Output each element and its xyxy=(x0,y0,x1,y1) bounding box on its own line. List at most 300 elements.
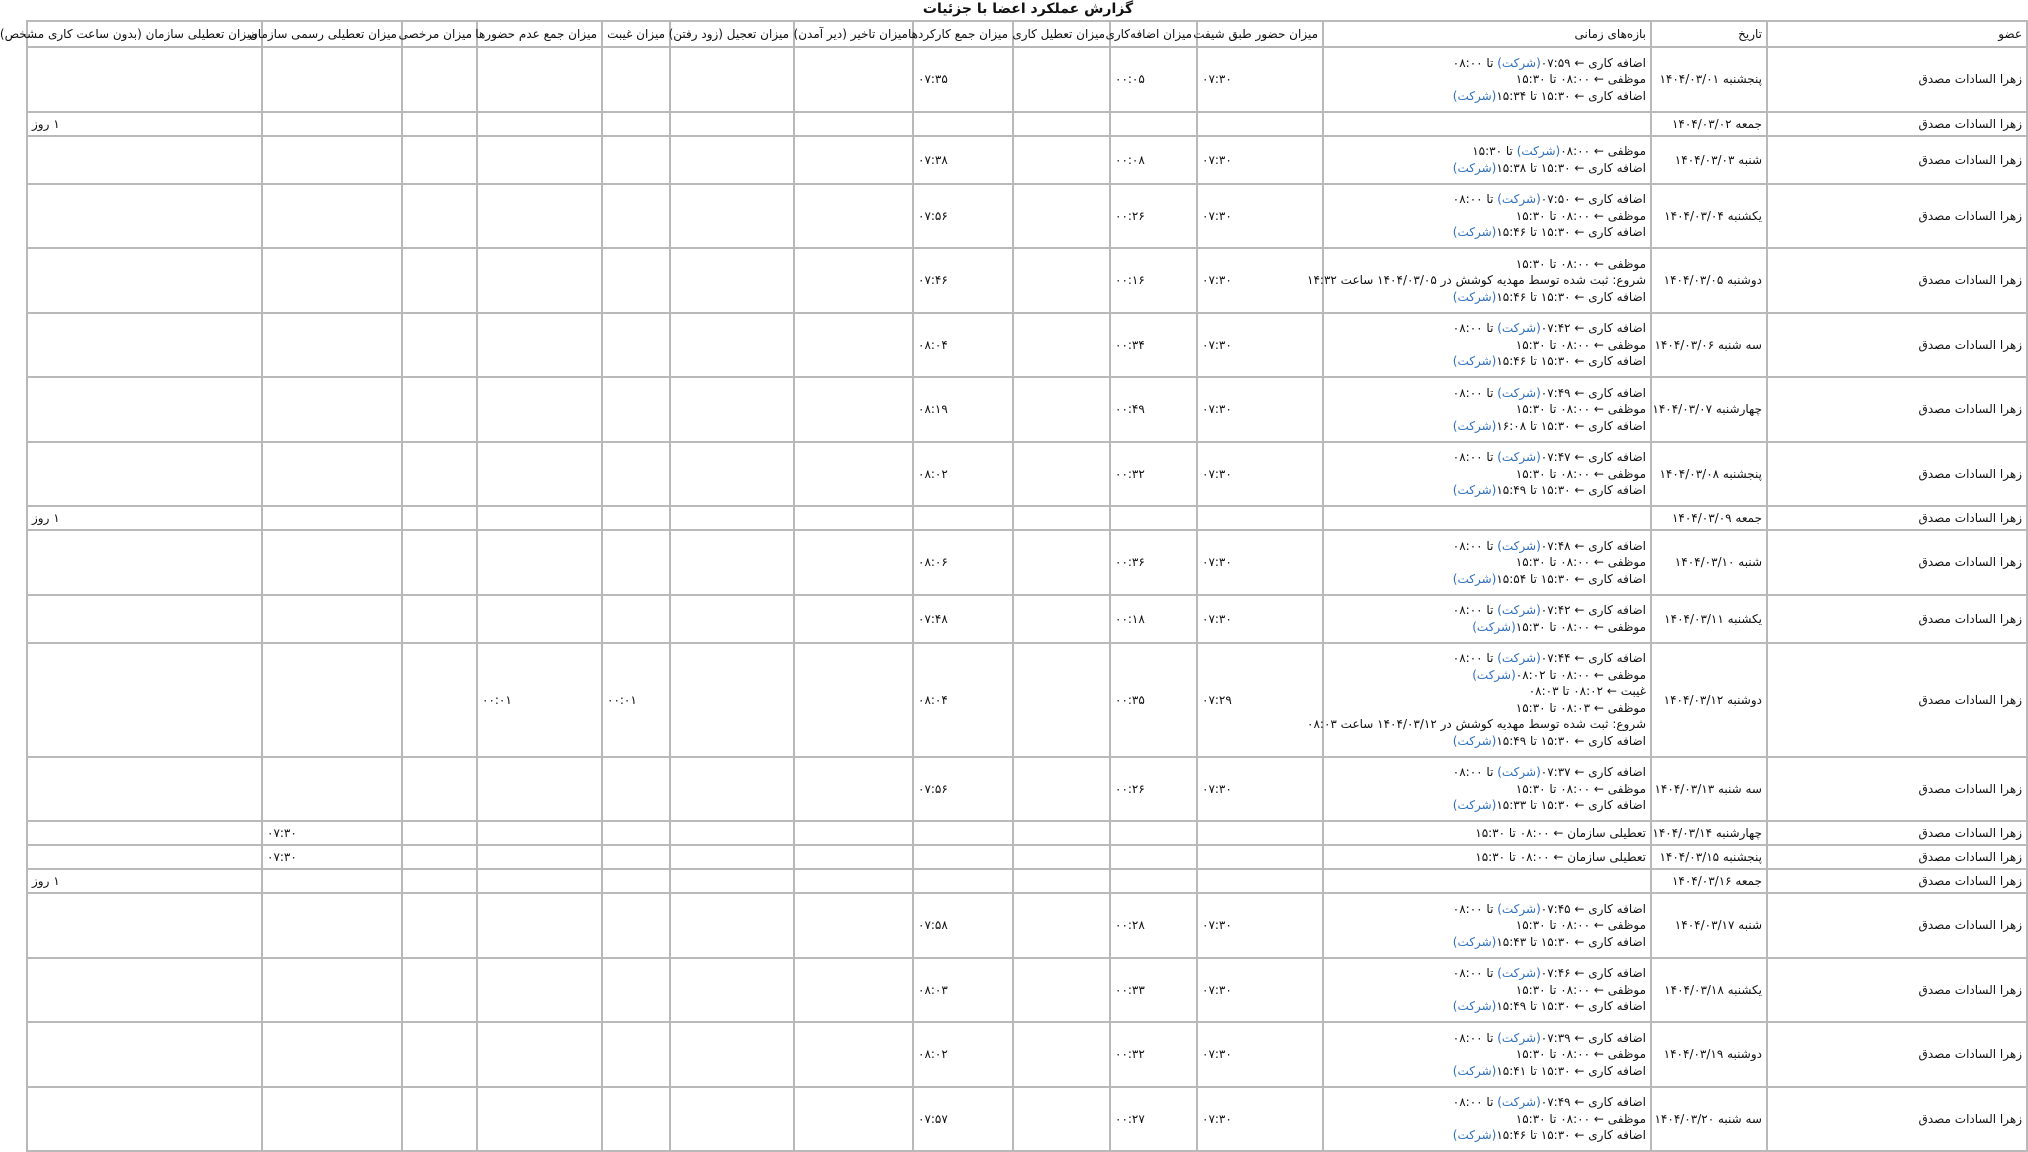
interval-text: موظفی ← ۰۸:۰۰ تا ۱۵:۳۰ xyxy=(1515,1111,1646,1126)
holiday-work-cell xyxy=(1013,136,1110,184)
interval-text: اضافه کاری ← ۱۵:۳۰ تا ۱۵:۴۹ xyxy=(1496,483,1646,497)
holiday-work-cell xyxy=(1013,1022,1110,1087)
interval-text-end: تا ۰۸:۰۰ xyxy=(1452,1095,1498,1109)
table-row xyxy=(27,112,2027,136)
ranges-cell xyxy=(1323,821,1651,845)
interval-line xyxy=(1328,825,1646,842)
overtime-cell: ۰۰:۱۸ xyxy=(1110,595,1197,643)
leave-cell xyxy=(402,1022,477,1087)
company-link[interactable]: (شرکت) xyxy=(1516,144,1561,158)
interval-text: تعطیلی سازمان ← ۰۸:۰۰ تا ۱۵:۳۰ xyxy=(1475,825,1646,840)
leave-cell xyxy=(402,595,477,643)
total-work-cell: ۰۷:۳۸ xyxy=(913,136,1013,184)
official-holiday-cell xyxy=(262,757,402,822)
total-work-cell: ۰۷:۵۸ xyxy=(913,893,1013,958)
ranges-cell xyxy=(1323,757,1651,822)
interval-line xyxy=(1328,982,1646,999)
company-link[interactable]: (شرکت) xyxy=(1497,385,1541,400)
date-cell: پنجشنبه ۱۴۰۴/۰۳/۰۱ xyxy=(1651,47,1767,112)
member-cell: زهرا السادات مصدق xyxy=(1767,47,2027,112)
overtime-cell: ۰۰:۴۹ xyxy=(1110,377,1197,442)
table-row xyxy=(27,506,2027,530)
column-header-total-absence: میزان جمع عدم حضورها xyxy=(477,21,602,47)
total-work-cell: ۰۸:۰۴ xyxy=(913,313,1013,378)
report-body xyxy=(27,47,2027,1151)
official-holiday-cell xyxy=(262,136,402,184)
date-cell: یکشنبه ۱۴۰۴/۰۳/۱۸ xyxy=(1651,958,1767,1023)
member-cell: زهرا السادات مصدق xyxy=(1767,313,2027,378)
interval-line xyxy=(1328,571,1646,588)
shift-cell xyxy=(1197,869,1323,893)
shift-cell: ۰۷:۳۰ xyxy=(1197,958,1323,1023)
interval-line xyxy=(1328,901,1646,918)
company-link[interactable]: (شرکت) xyxy=(1452,571,1497,586)
interval-line xyxy=(1328,88,1646,105)
date-cell: چهارشنبه ۱۴۰۴/۰۳/۱۴ xyxy=(1651,821,1767,845)
ranges-cell xyxy=(1323,506,1651,530)
holiday-work-cell xyxy=(1013,112,1110,136)
company-link[interactable]: (شرکت) xyxy=(1497,450,1541,464)
official-holiday-cell xyxy=(262,1087,402,1152)
total-absence-cell xyxy=(477,530,602,595)
org-holiday-cell xyxy=(27,643,262,757)
date-cell: یکشنبه ۱۴۰۴/۰۳/۱۱ xyxy=(1651,595,1767,643)
company-link[interactable]: (شرکت) xyxy=(1452,418,1497,433)
interval-line xyxy=(1328,683,1646,700)
company-link[interactable]: (شرکت) xyxy=(1452,354,1497,368)
interval-line xyxy=(1328,55,1646,72)
interval-text: اضافه کاری ← ۰۷:۵۹ xyxy=(1540,55,1646,70)
total-work-cell xyxy=(913,869,1013,893)
header-row xyxy=(27,21,2027,47)
date-cell: سه شنبه ۱۴۰۴/۰۳/۰۶ xyxy=(1651,313,1767,378)
late-cell xyxy=(794,893,913,958)
table-row xyxy=(27,47,2027,112)
official-holiday-cell xyxy=(262,958,402,1023)
member-cell: زهرا السادات مصدق xyxy=(1767,112,2027,136)
holiday-work-cell xyxy=(1013,248,1110,313)
early-cell xyxy=(670,757,794,822)
company-link[interactable]: (شرکت) xyxy=(1497,901,1541,916)
company-link[interactable]: (شرکت) xyxy=(1497,651,1541,665)
leave-cell xyxy=(402,248,477,313)
interval-text: شروع: ثبت شده توسط مهدیه کوشش در ۱۴۰۴/۰۳/۰۵ ساعت ۱۴:۳۲ xyxy=(1307,273,1646,287)
interval-text: اضافه کاری ← ۰۷:۳۹ xyxy=(1540,1030,1646,1045)
late-cell xyxy=(794,595,913,643)
company-link[interactable]: (شرکت) xyxy=(1452,289,1497,304)
absence-cell xyxy=(602,958,670,1023)
interval-text: شروع: ثبت شده توسط مهدیه کوشش در ۱۴۰۴/۰۳/۱۲ ساعت ۰۸:۰۳ xyxy=(1307,717,1646,731)
table-row xyxy=(27,893,2027,958)
absence-cell xyxy=(602,845,670,869)
total-work-cell: ۰۸:۱۹ xyxy=(913,377,1013,442)
holiday-work-cell xyxy=(1013,442,1110,507)
interval-text: اضافه کاری ← ۰۷:۴۴ xyxy=(1540,651,1646,665)
interval-text: اضافه کاری ← ۰۷:۵۰ xyxy=(1540,192,1646,206)
org-holiday-cell xyxy=(27,530,262,595)
total-work-cell: ۰۷:۴۸ xyxy=(913,595,1013,643)
member-cell: زهرا السادات مصدق xyxy=(1767,248,2027,313)
total-absence-cell xyxy=(477,958,602,1023)
report-table xyxy=(0,20,2028,1152)
leave-cell xyxy=(402,845,477,869)
shift-cell: ۰۷:۳۰ xyxy=(1197,595,1323,643)
interval-line xyxy=(1328,650,1646,667)
date-cell: پنجشنبه ۱۴۰۴/۰۳/۰۸ xyxy=(1651,442,1767,507)
leave-cell xyxy=(402,184,477,249)
total-absence-cell xyxy=(477,506,602,530)
early-cell xyxy=(670,958,794,1023)
interval-line xyxy=(1328,1030,1646,1047)
total-work-cell: ۰۸:۰۶ xyxy=(913,530,1013,595)
total-absence-cell xyxy=(477,869,602,893)
date-cell: شنبه ۱۴۰۴/۰۳/۱۰ xyxy=(1651,530,1767,595)
interval-text: اضافه کاری ← ۱۵:۳۰ تا ۱۵:۴۳ xyxy=(1496,934,1646,949)
company-link[interactable]: (شرکت) xyxy=(1452,798,1497,812)
shift-cell xyxy=(1197,821,1323,845)
interval-line xyxy=(1328,781,1646,798)
interval-line xyxy=(1328,667,1646,684)
date-cell: جمعه ۱۴۰۴/۰۳/۱۶ xyxy=(1651,869,1767,893)
company-link[interactable]: (شرکت) xyxy=(1497,966,1541,980)
early-cell xyxy=(670,313,794,378)
absence-cell: ۰۰:۰۱ xyxy=(602,643,670,757)
overtime-cell xyxy=(1110,112,1197,136)
late-cell xyxy=(794,136,913,184)
overtime-cell: ۰۰:۳۳ xyxy=(1110,958,1197,1023)
shift-cell xyxy=(1197,845,1323,869)
overtime-cell: ۰۰:۲۷ xyxy=(1110,1087,1197,1152)
leave-cell xyxy=(402,1087,477,1152)
member-cell: زهرا السادات مصدق xyxy=(1767,757,2027,822)
official-holiday-cell xyxy=(262,313,402,378)
holiday-work-cell xyxy=(1013,845,1110,869)
shift-cell: ۰۷:۳۰ xyxy=(1197,47,1323,112)
interval-text: تعطیلی سازمان ← ۰۸:۰۰ تا ۱۵:۳۰ xyxy=(1475,849,1646,864)
interval-line xyxy=(1328,602,1646,619)
table-row xyxy=(27,136,2027,184)
interval-text: اضافه کاری ← ۱۵:۳۰ تا ۱۵:۴۹ xyxy=(1496,999,1646,1013)
company-link[interactable]: (شرکت) xyxy=(1452,160,1497,175)
org-holiday-cell xyxy=(27,821,262,845)
table-row xyxy=(27,442,2027,507)
company-link[interactable]: (شرکت) xyxy=(1497,538,1541,553)
overtime-cell: ۰۰:۳۴ xyxy=(1110,313,1197,378)
absence-cell xyxy=(602,595,670,643)
interval-line xyxy=(1328,449,1646,466)
early-cell xyxy=(670,442,794,507)
company-link[interactable]: (شرکت) xyxy=(1452,88,1497,103)
overtime-cell: ۰۰:۲۸ xyxy=(1110,893,1197,958)
org-holiday-cell: ۱ روز xyxy=(27,112,262,136)
interval-text: موظفی ← ۰۸:۰۰ تا ۱۵:۳۰ xyxy=(1515,466,1646,481)
official-holiday-cell xyxy=(262,47,402,112)
holiday-work-cell xyxy=(1013,869,1110,893)
late-cell xyxy=(794,869,913,893)
holiday-work-cell xyxy=(1013,958,1110,1023)
total-absence-cell xyxy=(477,893,602,958)
leave-cell xyxy=(402,112,477,136)
late-cell xyxy=(794,313,913,378)
ranges-cell xyxy=(1323,377,1651,442)
absence-cell xyxy=(602,248,670,313)
late-cell xyxy=(794,112,913,136)
holiday-work-cell xyxy=(1013,47,1110,112)
company-link[interactable]: (شرکت) xyxy=(1452,934,1497,949)
interval-line xyxy=(1328,965,1646,982)
interval-text: موظفی ← ۰۸:۰۰ تا ۱۵:۳۰ xyxy=(1515,918,1646,932)
late-cell xyxy=(794,377,913,442)
interval-line xyxy=(1328,733,1646,750)
early-cell xyxy=(670,47,794,112)
date-cell: سه شنبه ۱۴۰۴/۰۳/۱۳ xyxy=(1651,757,1767,822)
company-link[interactable]: (شرکت) xyxy=(1452,733,1497,748)
ranges-cell xyxy=(1323,595,1651,643)
ranges-cell xyxy=(1307,643,1651,757)
total-absence-cell xyxy=(477,1087,602,1152)
late-cell xyxy=(794,530,913,595)
early-cell xyxy=(670,821,794,845)
absence-cell xyxy=(602,821,670,845)
interval-text: اضافه کاری ← ۱۵:۳۰ تا ۱۵:۵۴ xyxy=(1496,571,1646,586)
official-holiday-cell xyxy=(262,893,402,958)
interval-text: موظفی ← ۰۸:۰۰ تا ۱۵:۳۰ xyxy=(1515,982,1646,997)
table-row xyxy=(27,643,2027,757)
shift-cell: ۰۷:۲۹ xyxy=(1197,643,1323,757)
overtime-cell xyxy=(1110,821,1197,845)
late-cell xyxy=(794,184,913,249)
ranges-cell xyxy=(1323,869,1651,893)
early-cell xyxy=(670,112,794,136)
interval-text-end: تا ۰۸:۰۰ xyxy=(1452,450,1498,464)
shift-cell: ۰۷:۳۰ xyxy=(1197,313,1323,378)
org-holiday-cell xyxy=(27,1022,262,1087)
date-cell: سه شنبه ۱۴۰۴/۰۳/۲۰ xyxy=(1651,1087,1767,1152)
interval-line xyxy=(1328,337,1646,354)
interval-text: اضافه کاری ← ۰۷:۴۵ xyxy=(1540,901,1646,916)
holiday-work-cell xyxy=(1013,506,1110,530)
company-link[interactable]: (شرکت) xyxy=(1497,192,1541,206)
interval-line xyxy=(1328,353,1646,370)
shift-cell: ۰۷:۳۰ xyxy=(1197,248,1323,313)
overtime-cell: ۰۰:۰۸ xyxy=(1110,136,1197,184)
total-absence-cell xyxy=(477,757,602,822)
ranges-cell xyxy=(1323,112,1651,136)
total-work-cell: ۰۸:۰۲ xyxy=(913,1022,1013,1087)
interval-text-end: تا ۱۵:۳۰ xyxy=(1472,144,1517,158)
company-link[interactable]: (شرکت) xyxy=(1497,603,1541,617)
interval-text: موظفی ← ۰۸:۰۰ تا ۱۵:۳۰ xyxy=(1515,208,1646,223)
interval-line xyxy=(1328,385,1646,402)
interval-text: موظفی ← ۰۸:۰۳ تا ۱۵:۳۰ xyxy=(1515,700,1646,715)
absence-cell xyxy=(602,136,670,184)
early-cell xyxy=(670,869,794,893)
interval-line xyxy=(1328,289,1646,306)
absence-cell xyxy=(602,530,670,595)
overtime-cell: ۰۰:۳۶ xyxy=(1110,530,1197,595)
late-cell xyxy=(794,1022,913,1087)
total-absence-cell xyxy=(477,595,602,643)
date-cell: شنبه ۱۴۰۴/۰۳/۱۷ xyxy=(1651,893,1767,958)
interval-line xyxy=(1328,538,1646,555)
holiday-work-cell xyxy=(1013,757,1110,822)
early-cell xyxy=(670,1022,794,1087)
interval-text-end: تا ۰۸:۰۰ xyxy=(1452,538,1498,553)
official-holiday-cell xyxy=(262,595,402,643)
early-cell xyxy=(670,643,794,757)
table-row xyxy=(27,377,2027,442)
org-holiday-cell xyxy=(27,893,262,958)
interval-line xyxy=(1328,619,1646,636)
overtime-cell xyxy=(1110,506,1197,530)
early-cell xyxy=(670,595,794,643)
holiday-work-cell xyxy=(1013,643,1110,757)
company-link[interactable]: (شرکت) xyxy=(1497,1030,1541,1045)
absence-cell xyxy=(602,757,670,822)
column-header-org-holiday: میزان تعطیلی سازمان (بدون ساعت کاری مشخص) xyxy=(27,21,262,47)
total-work-cell: ۰۷:۳۵ xyxy=(913,47,1013,112)
ranges-cell xyxy=(1323,845,1651,869)
company-link[interactable]: (شرکت) xyxy=(1497,1095,1541,1109)
member-cell: زهرا السادات مصدق xyxy=(1767,1022,2027,1087)
org-holiday-cell xyxy=(27,442,262,507)
shift-cell: ۰۷:۳۰ xyxy=(1197,442,1323,507)
interval-text-end: تا ۰۸:۰۰ xyxy=(1452,651,1498,665)
company-link[interactable]: (شرکت) xyxy=(1452,1128,1497,1142)
interval-line xyxy=(1328,1094,1646,1111)
org-holiday-cell: ۱ روز xyxy=(27,869,262,893)
ranges-cell xyxy=(1323,184,1651,249)
absence-cell xyxy=(602,112,670,136)
early-cell xyxy=(670,1087,794,1152)
org-holiday-cell xyxy=(27,757,262,822)
leave-cell xyxy=(402,958,477,1023)
interval-text: اضافه کاری ← ۰۷:۴۶ xyxy=(1540,966,1646,980)
company-link[interactable]: (شرکت) xyxy=(1452,483,1497,497)
late-cell xyxy=(794,958,913,1023)
column-header-overtime: میزان اضافه‌کاری xyxy=(1110,21,1197,47)
org-holiday-cell xyxy=(27,845,262,869)
total-work-cell: ۰۷:۵۶ xyxy=(913,757,1013,822)
member-cell: زهرا السادات مصدق xyxy=(1767,530,2027,595)
company-link[interactable]: (شرکت) xyxy=(1452,999,1497,1013)
company-link[interactable]: (شرکت) xyxy=(1472,619,1516,634)
interval-text: اضافه کاری ← ۱۵:۳۰ تا ۱۵:۴۶ xyxy=(1496,225,1646,239)
holiday-work-cell xyxy=(1013,595,1110,643)
official-holiday-cell xyxy=(262,248,402,313)
total-absence-cell: ۰۰:۰۱ xyxy=(477,643,602,757)
company-link[interactable]: (شرکت) xyxy=(1452,1063,1497,1078)
interval-text: اضافه کاری ← ۱۵:۳۰ تا ۱۶:۰۸ xyxy=(1496,418,1646,433)
member-cell: زهرا السادات مصدق xyxy=(1767,184,2027,249)
shift-cell: ۰۷:۳۰ xyxy=(1197,1087,1323,1152)
interval-text-end: تا ۰۸:۰۰ xyxy=(1452,55,1498,70)
late-cell xyxy=(794,1087,913,1152)
interval-line xyxy=(1328,418,1646,435)
interval-text-end: تا ۰۸:۰۰ xyxy=(1452,321,1498,335)
ranges-cell xyxy=(1323,136,1651,184)
late-cell xyxy=(794,643,913,757)
ranges-cell xyxy=(1323,1022,1651,1087)
table-row xyxy=(27,845,2027,869)
interval-line xyxy=(1328,71,1646,88)
member-cell: زهرا السادات مصدق xyxy=(1767,442,2027,507)
interval-line xyxy=(1328,1063,1646,1080)
interval-line xyxy=(1328,1127,1646,1144)
shift-cell xyxy=(1197,112,1323,136)
date-cell: دوشنبه ۱۴۰۴/۰۳/۱۲ xyxy=(1651,643,1767,757)
total-work-cell: ۰۸:۰۲ xyxy=(913,442,1013,507)
company-link[interactable]: (شرکت) xyxy=(1472,667,1516,682)
ranges-cell xyxy=(1307,248,1651,313)
member-cell: زهرا السادات مصدق xyxy=(1767,643,2027,757)
overtime-cell: ۰۰:۰۵ xyxy=(1110,47,1197,112)
table-row xyxy=(27,757,2027,822)
total-absence-cell xyxy=(477,821,602,845)
shift-cell: ۰۷:۳۰ xyxy=(1197,893,1323,958)
company-link[interactable]: (شرکت) xyxy=(1497,765,1541,779)
interval-text: اضافه کاری ← ۰۷:۴۲ xyxy=(1540,603,1646,617)
absence-cell xyxy=(602,184,670,249)
absence-cell xyxy=(602,442,670,507)
overtime-cell: ۰۰:۳۲ xyxy=(1110,1022,1197,1087)
interval-line xyxy=(1328,401,1646,418)
shift-cell: ۰۷:۳۰ xyxy=(1197,184,1323,249)
table-row xyxy=(27,1022,2027,1087)
interval-text-end: تا ۰۸:۰۰ xyxy=(1452,603,1498,617)
ranges-cell xyxy=(1323,47,1651,112)
leave-cell xyxy=(402,893,477,958)
interval-text: موظفی ← ۰۸:۰۰ تا ۱۵:۳۰ xyxy=(1515,256,1646,271)
member-cell: زهرا السادات مصدق xyxy=(1767,821,2027,845)
overtime-cell: ۰۰:۳۵ xyxy=(1110,643,1197,757)
interval-line xyxy=(1328,554,1646,571)
official-holiday-cell xyxy=(262,184,402,249)
overtime-cell: ۰۰:۲۶ xyxy=(1110,757,1197,822)
interval-text: موظفی ← ۰۸:۰۰ تا ۱۵:۳۰ xyxy=(1515,555,1646,569)
holiday-work-cell xyxy=(1013,530,1110,595)
total-work-cell: ۰۷:۵۷ xyxy=(913,1087,1013,1152)
interval-text: موظفی ← ۰۸:۰۰ تا ۰۸:۰۲ xyxy=(1515,667,1646,682)
interval-line xyxy=(1307,716,1646,733)
shift-cell: ۰۷:۳۰ xyxy=(1197,377,1323,442)
official-holiday-cell: ۰۷:۳۰ xyxy=(262,845,402,869)
interval-text: موظفی ← ۰۸:۰۰ تا ۱۵:۳۰ xyxy=(1515,337,1646,352)
member-cell: زهرا السادات مصدق xyxy=(1767,506,2027,530)
company-link[interactable]: (شرکت) xyxy=(1497,55,1541,70)
ranges-cell xyxy=(1323,442,1651,507)
total-absence-cell xyxy=(477,184,602,249)
leave-cell xyxy=(402,47,477,112)
company-link[interactable]: (شرکت) xyxy=(1452,225,1497,239)
interval-line xyxy=(1328,998,1646,1015)
official-holiday-cell: ۰۷:۳۰ xyxy=(262,821,402,845)
interval-text: موظفی ← ۰۸:۰۰ تا ۱۵:۳۰ xyxy=(1515,72,1646,86)
interval-line xyxy=(1328,143,1646,160)
official-holiday-cell xyxy=(262,506,402,530)
company-link[interactable]: (شرکت) xyxy=(1497,321,1541,335)
column-header-absence: میزان غیبت xyxy=(602,21,670,47)
member-cell: زهرا السادات مصدق xyxy=(1767,595,2027,643)
report-title: گزارش عملکرد اعضا با جزئیات xyxy=(922,1,1134,17)
date-cell: جمعه ۱۴۰۴/۰۳/۰۲ xyxy=(1651,112,1767,136)
early-cell xyxy=(670,377,794,442)
interval-line xyxy=(1328,764,1646,781)
interval-text: موظفی ← ۰۸:۰۰ xyxy=(1560,144,1646,158)
org-holiday-cell xyxy=(27,1087,262,1152)
early-cell xyxy=(670,248,794,313)
interval-text: موظفی ← ۰۸:۰۰ تا ۱۵:۳۰ xyxy=(1515,781,1646,796)
